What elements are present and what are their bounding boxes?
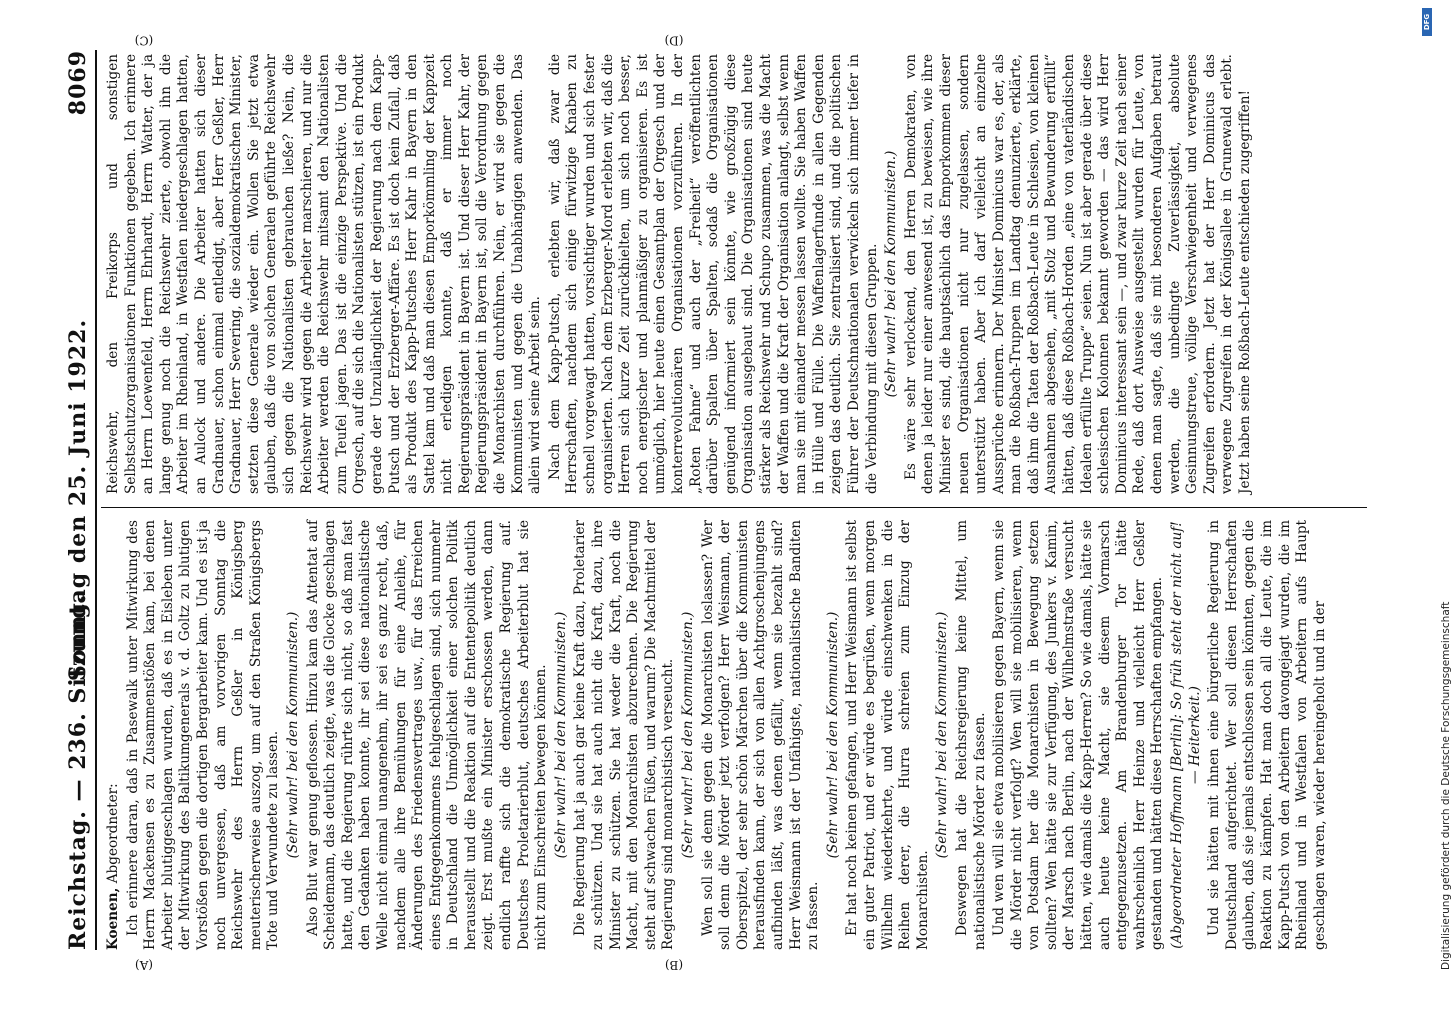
paragraph: Wen soll sie denn gegen die Monarchisten loslassen? Wer soll denn die Mörder jetzt verfolgen? Herr Weismann, der Oberspitzel, der sehr schön Märchen über die Kommunisten herausfinden kann, der sich von allen Achtgroschenjungens aufbinden läßt, was denen gefällt, wenn sie bezahlt sind? Herr Weismann ist der Unfähigste, nationalistische Banditen zu fassen. xyxy=(699,520,822,950)
paragraph: Er hat noch keinen gefangen, und Herr Weismann ist selbst ein guter Patriot, und er würde es begrüßen, wenn morgen Wilhelm wiederkehrte, und würde einschwenken in die Reihen derer, die Hurra schreien zum Einzug der Monarchisten. xyxy=(844,520,931,950)
paragraph: Reichswehr, den Freikorps und sonstigen Selbstschutzorganisationen Funktionen gegeben. Ich erinnere an Herrn Loewenfeld, Herrn Ehrhardt, Herrn Watter, der ja lange genug noch die Reichswehr zierte, obwohl ihn die Arbeiter im Rheinland, in Westfalen niedergeschlagen hatten, an Aulock und andere. Die Arbeiter hatten sich dieser Gradnauer, schon einmal entledigt, aber Herr Geßler, Herr Gradnauer, Herr Severing, die sozialdemokratischen Minister, setzten diese Generale wieder ein. Wollen Sie jetzt etwa glauben, daß die von solchen Generalen geführte Reichswehr sich gegen die Nationalisten gebrauchen ließe? Nein, die Reichswehr wird gegen die Arbeiter marschieren, und nur die Arbeiter werden die Reichswehr mitsamt den Nationalisten zum Teufel jagen. Das ist die einzige Perspektive. Und die Orgesch, auf die sich die Nationalisten stützen, ist ein Produkt gerade der Unzulänglichkeit der Regierung nach dem Kapp-Putsch und der Erzberger-Affäre. Es ist doch kein Zufall, daß als Produkt des Kapp-Putsches Herr Kahr in Bayern in den Sattel kam und daß man diesen Emporkömmling der Kappzeit nicht erledigen konnte, daß er immer noch Regierungspräsident in Bayern ist. Und dieser Herr Kahr, der Regierungspräsident in Bayern ist, soll die Verordnung gegen die Monarchisten durchführen. Nein, er wird sie gegen die Kommunisten und gegen die Unabhängigen anwenden. Das allein wird seine Arbeit sein. xyxy=(105,54,544,494)
header-page-number: 8069 xyxy=(65,50,91,116)
interjection: (Sehr wahr! bei den Kommunisten.) xyxy=(680,611,696,859)
margin-marker-c: (C) xyxy=(134,33,154,48)
paragraph: Deswegen hat die Reichsregierung keine Mittel, um nationalistische Mörder zu fassen. xyxy=(953,520,988,950)
paragraph: Nach dem Kapp-Putsch, erlebten wir, daß zwar die Herrschaften, nachdem sich einige fürwitzige Knaben zu schnell vorgewagt hatten, vorsichtiger wurden und sich fester organisierten. Nach dem Erzberger-Mord erlebten wir, daß die Herren sich kurze Zeit zurückhielten, um sich noch besser, noch energischer und planmäßiger zu organisieren. Es ist unmöglich, hier heute einen Gesamtplan der Orgesch und der konterrevolutionären Organisationen vorzuführen. In der „Roten Fahne“ und auch der „Freiheit“ veröffentlichten darüber Spalten über Spalten, sodaß die Organisationen genügend informiert sein könnte, wie großzügig diese Organisation ausgebaut sind. Die Organisationen sind heute stärker als Reichswehr und Schupo zusammen, was die Macht der Waffen und die Kraft der Organisation anlangt, selbst wenn man sie mit einander messen lassen wollte. Sie haben Waffen in Hülle und Fülle. Die Waffenlagerfunde in allen Gegenden zeigen das deutlich. Sie zentralisiert sind, und die politischen Führer der Deutschnationalen verwickeln sich immer tiefer in die Verbindung mit diesen Gruppen. xyxy=(546,54,880,494)
digitization-credit xyxy=(1419,8,1452,992)
paragraph: Und wen will sie etwa mobilisieren gegen Bayern, wenn sie die Mörder nicht verfolgt? Wen will sie mobilisieren, wenn von Potsdam her die Monarchisten in Bewegung setzen sollten? Wen hätte sie zur Verfügung, des Junkers v. Kamin, der Marsch nach Berlin, nach der Wilhelmstraße versucht hätten, wie damals die Kapp-Herren? So wie damals, hätte sie auch heute keine Macht, sie diesem Vormarsch entgegenzusetzen. Am Brandenburger Tor hätte wahrscheinlich Herr Heinze und vielleicht Herr Geßler gestanden und hätten diese Herrschaften empfangen. xyxy=(991,520,1166,950)
margin-marker-a: (A) xyxy=(134,957,154,972)
paragraph: Und sie hätten mit ihnen eine bürgerliche Regierung in Deutschland aufgerichtet. Wer soll diesen Herrschaften glauben, daß sie jemals entschlossen sein könnten, gegen die Reaktion zu kämpfen. Hat man doch all die Leute, die im Kapp-Putsch von den Arbeitern davongejagt wurden, die im Rheinland und in Westfalen von Arbeitern aufs Haupt geschlagen waren, wieder hereingeholt und in der xyxy=(1206,520,1328,950)
speaker-role: Abgeordneter: xyxy=(105,783,121,884)
dfg-logo xyxy=(1422,8,1432,36)
header-date: Sonntag den 25. Juni 1922. xyxy=(65,318,91,682)
margin-marker-b: (B) xyxy=(664,957,684,972)
speaker-name: Koenen, xyxy=(105,887,121,950)
speaker-line xyxy=(105,520,123,950)
paragraph: Es wäre sehr verlockend, den Herren Demokraten, von denen ja leider nur einer anwesend ist, zu beweisen, wie ihre Minister es sind, die hauptsächlich das Emporkommen dieser neuen Organisationen nicht nur zugelassen, sondern unterstützt haben. Aber ich darf vielleicht an einzelne Aussprüche erinnern. Der Minister Dominicus war es, der, als man die Roßbach-Truppen im Landtag denunzierte, erklärte, daß ihm die Taten der Roßbach-Leute in Schlesien, von kleinen Ausnahmen abgesehen, „mit Stolz und Bewunderung erfüllt“ hätten, daß diese Roßbach-Horden „eine von vaterländischen Idealen erfüllte Truppe“ seien. Nun ist aber gerade über diese schlesischen Kolonnen bekannt geworden — das wird Herr Dominicus interessant sein —, und zwar kurze Zeit nach seiner Rede, daß dort Ausweise ausgestellt wurden für Leute, von denen man sagte, daß sie mit besonderen Aufgaben betraut werden, die unbedingte Zuverlässigkeit, absolute Gesinnungstreue, völlige Verschwiegenheit und verwegenes Zugreifen erfordern. Jetzt hat der Herr Dominicus das verwegene Zugreifen in der Königsallee in Grunewald erlebt. Jetzt haben seine Roßbach-Leute entschieden zugegriffen! xyxy=(902,54,1253,494)
right-column xyxy=(105,54,1367,494)
paragraph: Also Blut war genug geflossen. Hinzu kam das Attentat auf Scheidemann, das deutlich zeigte, was die Glocke geschlagen hatte, und die Regierung rührte sich nicht, so daß man fast den Gedanken haben konnte, ihr sei diese nationalistische Welle nicht einmal unangenehm, ihr sei es ganz recht, daß, nachdem alle ihre Bemühungen für eine Anleihe, für Änderungen des Friedensvertrages usw., für das Erreichen eines Entgegenkommens fehlgeschlagen sind, sich nunmehr in Deutschland die Unmöglichkeit einer solchen Politik herausstellt und die Reaktion auf die Ententepolitik deutlich zeigt. Erst mußte ein Minister erschossen werden, dann endlich raffte sich die demokratische Regierung auf. Deutsches Proletarierblut, deutsches Arbeiterblut hat sie nicht zum Einschreiten bewegen können. xyxy=(304,520,550,950)
page-header xyxy=(61,50,97,950)
dfg-logo-text: DFG xyxy=(1423,13,1431,31)
document-page xyxy=(47,20,1387,980)
column-divider xyxy=(101,507,1367,508)
margin-marker-d: (D) xyxy=(664,33,684,48)
left-column xyxy=(105,520,1367,950)
interjection: (Sehr wahr! bei den Kommunisten.) xyxy=(552,611,569,859)
paragraph: Ich erinnere daran, daß in Pasewalk unter Mitwirkung des Herrn Mackensen es zu Zusammenstößen kam, bei denen Arbeiter blutiggeschlagen wurden, daß es in Eisleben unter der Mitwirkung des Baltikumgenerals v. d. Goltz zu blutigen Vorstößen gegen die dortigen Bergarbeiter kam. Und es ist ja noch unvergessen, daß am vorvorigen Sonntag die Reichswehr des Herrn Geßler in Königsberg meuterischerweise auszog, um auf den Straßen Königsbergs Tote und Verwundete zu lassen. xyxy=(124,520,282,950)
paragraph: Die Regierung hat ja auch gar keine Kraft dazu, Proletarier zu schützen. Und sie hat auch nicht die Kraft, dazu, ihre Minister zu schützen. Sie hat weder die Kraft, noch die Macht, mit den Monarchisten abzurechnen. Die Regierung steht auf schwachen Füßen, und warum? Die Machtmittel der Regierung sind monarchistisch verseucht. xyxy=(572,520,677,950)
interjection: (Sehr wahr! bei den Kommunisten.) xyxy=(284,611,301,859)
interjection: (Sehr wahr! bei den Kommunisten.) xyxy=(824,611,841,859)
header-session: Reichstag. — 236. Sitzung. xyxy=(65,593,91,950)
interjection: (Sehr wahr! bei den Kommunisten.) xyxy=(934,611,951,859)
interjection: (Abgeordneter Hoffmann [Berlin]: So früh steht der nicht auf! — Heiterkeit.) xyxy=(1169,521,1203,949)
credit-text: Digitalisierung gefördert durch die Deutsche Forschungsgemeinschaft xyxy=(1440,601,1452,970)
interjection: (Sehr wahr! bei den Kommunisten.) xyxy=(883,150,900,398)
